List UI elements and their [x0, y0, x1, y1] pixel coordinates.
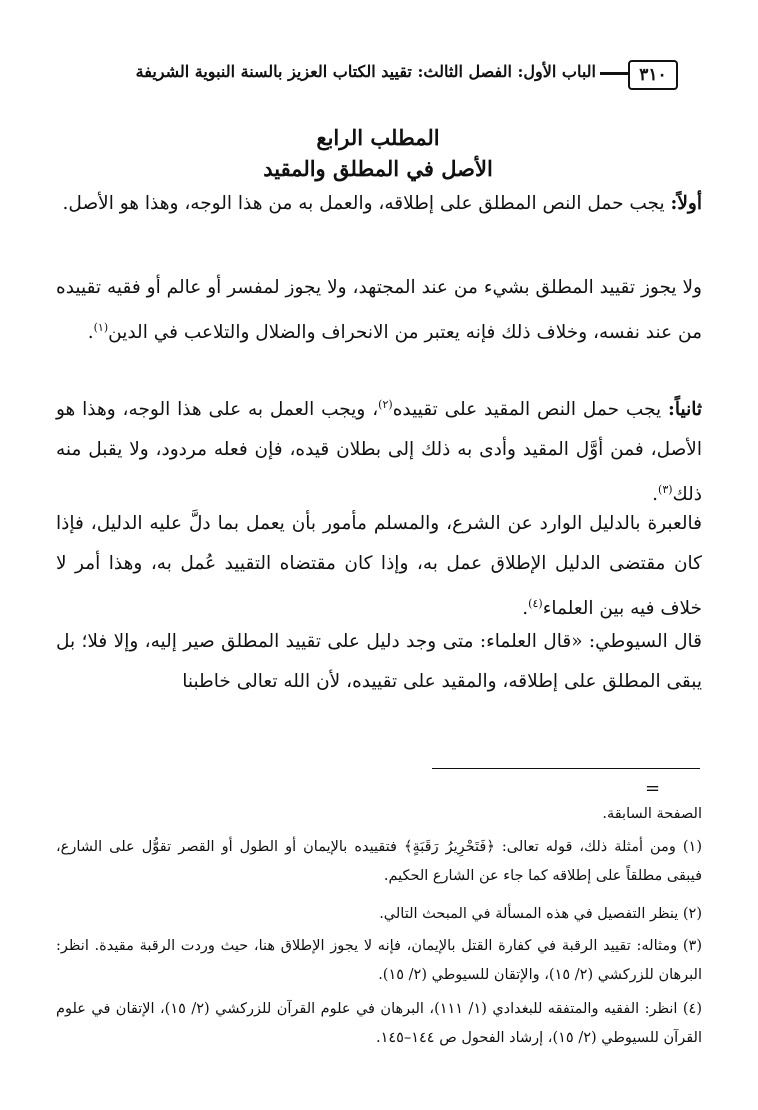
footnote-continuation-mark: =	[645, 778, 661, 799]
paragraph-5-text: قال السيوطي: «قال العلماء: متى وجد دليل على تقييد المطلق صير إليه، وإلا فلا؛ بل يبقى المطلق على إطلاقه، والمقيد على تقييده، لأن الله تعالى خاطبنا	[56, 631, 702, 692]
header-title: الباب الأول: الفصل الثالث: تقييد الكتاب العزيز بالسنة النبوية الشريفة	[135, 62, 596, 81]
paragraph-1-text: يجب حمل النص المطلق على إطلاقه، والعمل به من هذا الوجه، وهذا هو الأصل.	[62, 193, 671, 214]
footnote-ref-3[interactable]: (٣)	[658, 483, 673, 497]
page-number: ٣١٠	[628, 60, 678, 90]
footnote-separator	[432, 768, 700, 769]
paragraph-4-end: .	[522, 598, 529, 620]
footnote-4: (٤) انظر: الفقيه والمتفقه للبغدادي (١/ ١١١)، البرهان في علوم القرآن للزركشي (٢/ ١٥)، الإتقان في علوم القرآن للسيوطي (٢/ ١٥)، إرشاد الفحول ص ١٤٤–١٤٥.	[56, 1001, 702, 1046]
paragraph-5	[56, 622, 702, 702]
paragraph-4	[56, 504, 702, 629]
footnote-1: (١) ومن أمثلة ذلك، قوله تعالى: ﴿فَتَحْرِيرُ رَقَبَةٍ﴾ فتقييده بالإيمان أو الطول أو القصر تقوُّل على الشارع، فيبقى مطلقاً على إطلاقه كما جاء عن الشارع الحكيم.	[56, 839, 702, 884]
footnote-ref-4[interactable]: (٤)	[528, 597, 543, 610]
paragraph-1-lead: أولاً:	[670, 193, 702, 214]
paragraph-1	[56, 184, 702, 224]
paragraph-2-text: ولا يجوز تقييد المطلق بشيء من عند المجتهد، ولا يجوز لمفسر أو عالم أو فقيه تقييده من عند نفسه، وخلاف ذلك فإنه يعتبر من الانحراف والضلال والتلاعب في الدين	[56, 277, 702, 344]
paragraph-3	[56, 385, 702, 515]
paragraph-3-end: .	[652, 484, 659, 506]
footnote-ref-2[interactable]: (٢)	[378, 398, 393, 411]
footnote-continuation: الصفحة السابقة.	[602, 806, 702, 822]
header-rule	[600, 72, 630, 75]
section-heading: المطلب الرابع	[316, 125, 440, 150]
paragraph-3-lead: ثانياً:	[668, 399, 702, 421]
paragraph-4-text: فالعبرة بالدليل الوارد عن الشرع، والمسلم مأمور بأن يعمل بما دلَّ عليه الدليل، فإذا كان مقتضى الدليل الإطلاق عمل به، وإذا كان مقتضاه التقييد عُمل به، وهذا أمر لا خلاف فيه بين العلماء	[56, 513, 702, 620]
running-header	[58, 60, 678, 90]
footnote-ref-1[interactable]: (١)	[93, 321, 109, 334]
section-subtitle: الأصل في المطلق والمقيد	[263, 156, 493, 181]
footnote-2: (٢) ينظر التفصيل في هذه المسألة في المبحث التالي.	[379, 906, 702, 922]
footnote-3: (٣) ومثاله: تقييد الرقبة في كفارة القتل بالإيمان، فإنه لا يجوز الإطلاق هنا، حيث وردت الرقبة مقيدة. انظر: البرهان للزركشي (٢/ ١٥)، والإتقان للسيوطي (٢/ ١٥).	[56, 938, 702, 983]
paragraph-3-text-b: ، ويجب العمل به على هذا الوجه، وهذا هو الأصل، فمن أوَّل المقيد وأدى به ذلك إلى بطلان قيده، فإن فعله مردود، ولا يقبل منه ذلك	[56, 399, 702, 506]
paragraph-2: ولا يجوز تقييد المطلق بشيء من عند المجتهد، ولا يجوز لمفسر أو عالم أو فقيه تقييده من عند نفسه، وخلاف ذلك فإنه يعتبر من الانحراف والضلال والتلاعب في الدين$^{(١)}$.	[56, 277, 702, 344]
paragraph-3-text-a: يجب حمل النص المقيد على تقييده	[392, 399, 669, 421]
